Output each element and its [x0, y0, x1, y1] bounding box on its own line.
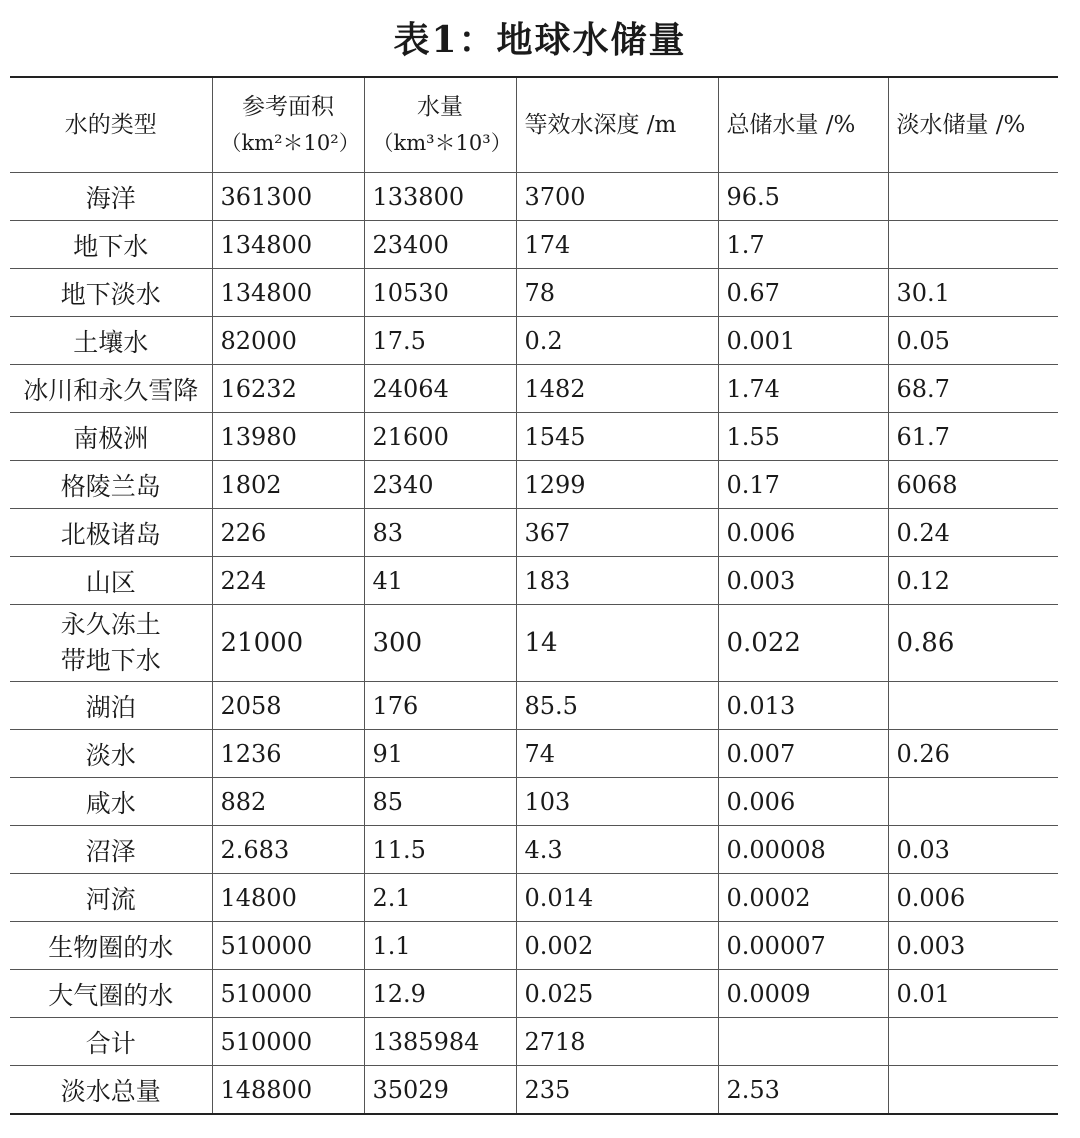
cell-area: 14800	[212, 874, 364, 922]
cell-area: 134800	[212, 221, 364, 269]
cell-total-pct: 0.022	[718, 605, 888, 682]
cell-depth: 14	[516, 605, 718, 682]
cell-fresh-pct	[888, 778, 1058, 826]
cell-area: 1236	[212, 730, 364, 778]
table-row	[10, 557, 1058, 605]
cell-volume: 17.5	[364, 317, 516, 365]
cell-fresh-pct	[888, 221, 1058, 269]
cell-area: 148800	[212, 1066, 364, 1115]
cell-volume: 21600	[364, 413, 516, 461]
cell-type: 河流	[10, 874, 212, 922]
cell-type-line: 永久冻土	[60, 610, 161, 639]
cell-total-pct: 0.0002	[718, 874, 888, 922]
cell-type: 地下水	[10, 221, 212, 269]
cell-volume: 176	[364, 682, 516, 730]
cell-type: 土壤水	[10, 317, 212, 365]
cell-total-pct: 0.006	[718, 509, 888, 557]
cell-fresh-pct: 0.006	[888, 874, 1058, 922]
cell-type-line: 带地下水	[60, 646, 161, 675]
cell-type: 格陵兰岛	[10, 461, 212, 509]
cell-area: 510000	[212, 1018, 364, 1066]
cell-depth: 1545	[516, 413, 718, 461]
table-row	[10, 365, 1058, 413]
cell-total-pct: 1.55	[718, 413, 888, 461]
cell-fresh-pct	[888, 173, 1058, 221]
cell-volume: 2340	[364, 461, 516, 509]
table-row	[10, 778, 1058, 826]
cell-fresh-pct: 0.003	[888, 922, 1058, 970]
cell-total-pct: 0.007	[718, 730, 888, 778]
table-row	[10, 605, 1058, 682]
cell-type: 大气圈的水	[10, 970, 212, 1018]
cell-fresh-pct: 61.7	[888, 413, 1058, 461]
cell-depth: 3700	[516, 173, 718, 221]
cell-type: 湖泊	[10, 682, 212, 730]
cell-area: 82000	[212, 317, 364, 365]
cell-area: 16232	[212, 365, 364, 413]
cell-volume: 91	[364, 730, 516, 778]
cell-fresh-pct: 0.12	[888, 557, 1058, 605]
cell-total-pct: 1.7	[718, 221, 888, 269]
header-water-type: 水的类型	[10, 77, 212, 173]
cell-depth: 367	[516, 509, 718, 557]
cell-total-pct: 0.17	[718, 461, 888, 509]
cell-total-pct: 0.00007	[718, 922, 888, 970]
cell-total-pct: 2.53	[718, 1066, 888, 1115]
cell-fresh-pct: 0.26	[888, 730, 1058, 778]
cell-total-pct: 0.001	[718, 317, 888, 365]
cell-total-pct: 0.0009	[718, 970, 888, 1018]
cell-total-pct	[718, 1018, 888, 1066]
cell-depth: 85.5	[516, 682, 718, 730]
cell-type: 海洋	[10, 173, 212, 221]
cell-volume: 10530	[364, 269, 516, 317]
cell-total-pct: 0.003	[718, 557, 888, 605]
table-row	[10, 826, 1058, 874]
table-row	[10, 1018, 1058, 1066]
cell-depth: 0.025	[516, 970, 718, 1018]
cell-type: 山区	[10, 557, 212, 605]
table-row	[10, 461, 1058, 509]
cell-total-pct: 0.013	[718, 682, 888, 730]
cell-area: 226	[212, 509, 364, 557]
cell-depth: 0.2	[516, 317, 718, 365]
table-row	[10, 221, 1058, 269]
cell-depth: 0.014	[516, 874, 718, 922]
cell-volume: 12.9	[364, 970, 516, 1018]
cell-volume: 11.5	[364, 826, 516, 874]
cell-area: 510000	[212, 922, 364, 970]
table-row	[10, 269, 1058, 317]
cell-fresh-pct: 30.1	[888, 269, 1058, 317]
cell-volume: 133800	[364, 173, 516, 221]
cell-type	[10, 605, 212, 682]
cell-type: 合计	[10, 1018, 212, 1066]
cell-area: 224	[212, 557, 364, 605]
cell-total-pct: 96.5	[718, 173, 888, 221]
cell-type: 冰川和永久雪降	[10, 365, 212, 413]
table-row	[10, 1066, 1058, 1115]
cell-type: 淡水	[10, 730, 212, 778]
cell-volume: 85	[364, 778, 516, 826]
cell-depth: 1299	[516, 461, 718, 509]
cell-fresh-pct	[888, 682, 1058, 730]
cell-fresh-pct: 0.01	[888, 970, 1058, 1018]
cell-area: 510000	[212, 970, 364, 1018]
cell-volume: 1.1	[364, 922, 516, 970]
cell-fresh-pct: 0.05	[888, 317, 1058, 365]
table-row	[10, 874, 1058, 922]
cell-type: 淡水总量	[10, 1066, 212, 1115]
cell-fresh-pct	[888, 1018, 1058, 1066]
cell-total-pct: 1.74	[718, 365, 888, 413]
cell-volume: 1385984	[364, 1018, 516, 1066]
table-row	[10, 317, 1058, 365]
cell-volume: 300	[364, 605, 516, 682]
cell-depth: 2718	[516, 1018, 718, 1066]
cell-depth: 78	[516, 269, 718, 317]
cell-area: 134800	[212, 269, 364, 317]
cell-type: 南极洲	[10, 413, 212, 461]
cell-area: 1802	[212, 461, 364, 509]
cell-fresh-pct	[888, 1066, 1058, 1115]
cell-volume: 23400	[364, 221, 516, 269]
cell-type: 北极诸岛	[10, 509, 212, 557]
header-fresh-pct: 淡水储量 /%	[888, 77, 1058, 173]
cell-volume: 35029	[364, 1066, 516, 1115]
cell-depth: 235	[516, 1066, 718, 1115]
cell-area: 2058	[212, 682, 364, 730]
cell-volume: 24064	[364, 365, 516, 413]
table-row	[10, 173, 1058, 221]
cell-fresh-pct: 68.7	[888, 365, 1058, 413]
cell-depth: 183	[516, 557, 718, 605]
cell-total-pct: 0.006	[718, 778, 888, 826]
header-volume	[364, 77, 516, 173]
header-total-pct: 总储水量 /%	[718, 77, 888, 173]
cell-depth: 74	[516, 730, 718, 778]
cell-depth: 4.3	[516, 826, 718, 874]
table-row	[10, 509, 1058, 557]
cell-area: 2.683	[212, 826, 364, 874]
cell-fresh-pct: 0.03	[888, 826, 1058, 874]
cell-area: 21000	[212, 605, 364, 682]
table-row	[10, 922, 1058, 970]
cell-fresh-pct: 6068	[888, 461, 1058, 509]
cell-area: 361300	[212, 173, 364, 221]
cell-type: 生物圈的水	[10, 922, 212, 970]
table-row	[10, 730, 1058, 778]
cell-type: 咸水	[10, 778, 212, 826]
cell-depth: 174	[516, 221, 718, 269]
table-row	[10, 682, 1058, 730]
cell-volume: 83	[364, 509, 516, 557]
cell-volume: 2.1	[364, 874, 516, 922]
header-area-label: 参考面积	[242, 94, 334, 120]
cell-total-pct: 0.00008	[718, 826, 888, 874]
cell-fresh-pct: 0.24	[888, 509, 1058, 557]
table-title: 表1：地球水储量	[393, 19, 687, 61]
table-row	[10, 413, 1058, 461]
cell-volume: 41	[364, 557, 516, 605]
table-row	[10, 970, 1058, 1018]
table-body	[10, 173, 1058, 1115]
header-row	[10, 77, 1058, 173]
cell-total-pct: 0.67	[718, 269, 888, 317]
header-area-unit: （km²＊10²）	[220, 131, 360, 155]
header-volume-unit: （km³＊10³）	[372, 131, 512, 155]
header-volume-label: 水量	[417, 94, 463, 120]
cell-depth: 0.002	[516, 922, 718, 970]
cell-type: 地下淡水	[10, 269, 212, 317]
cell-fresh-pct: 0.86	[888, 605, 1058, 682]
cell-area: 882	[212, 778, 364, 826]
cell-type: 沼泽	[10, 826, 212, 874]
cell-depth: 1482	[516, 365, 718, 413]
header-depth: 等效水深度 /m	[516, 77, 718, 173]
water-storage-table	[10, 76, 1058, 1115]
header-area	[212, 77, 364, 173]
cell-area: 13980	[212, 413, 364, 461]
cell-depth: 103	[516, 778, 718, 826]
